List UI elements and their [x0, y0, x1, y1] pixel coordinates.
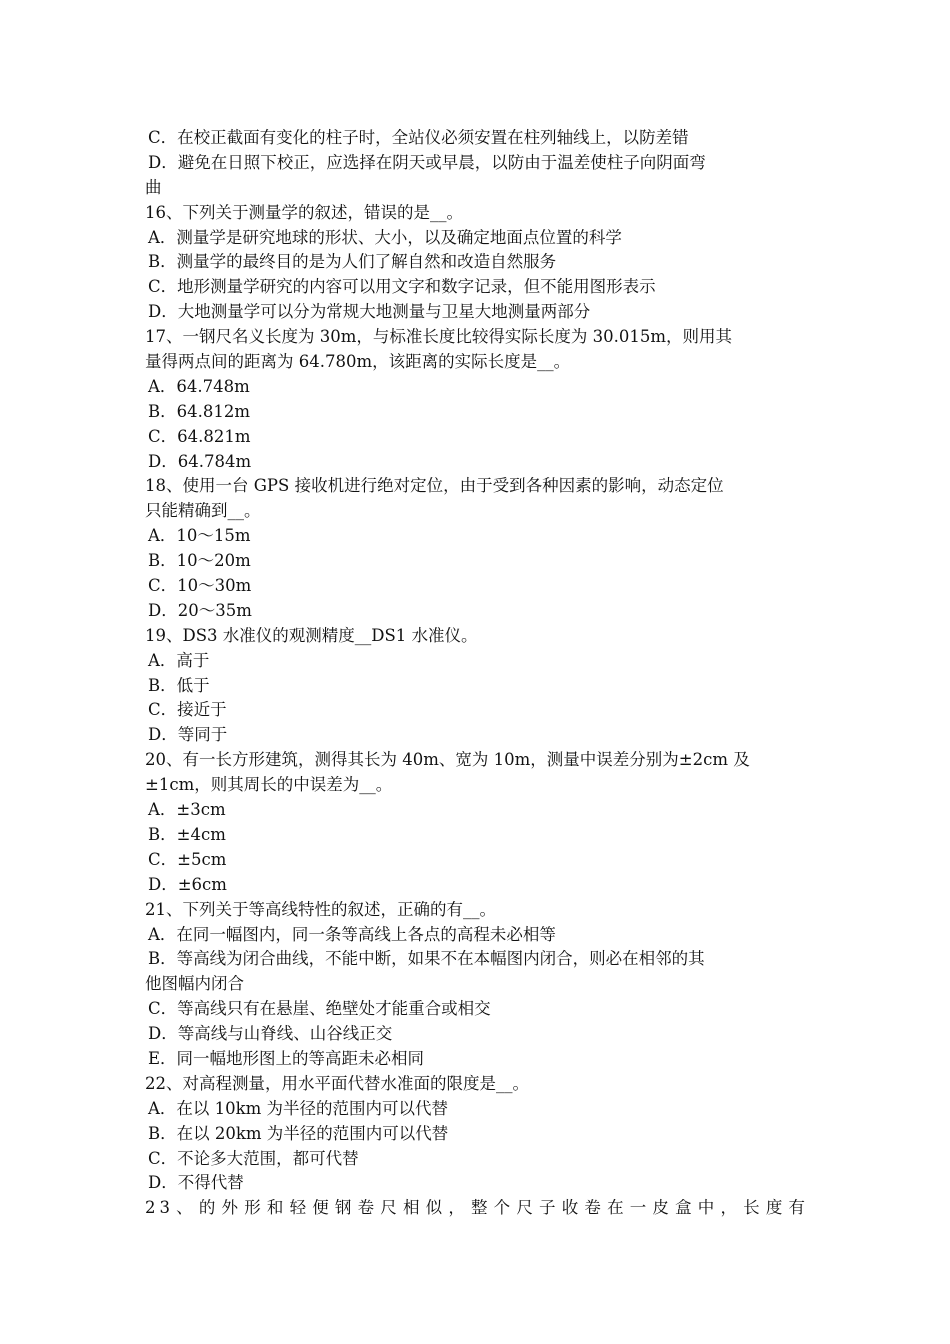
answer-option-line: B．测量学的最终目的是为人们了解自然和改造自然服务 [148, 252, 557, 272]
question-text-line: 18、使用一台 GPS 接收机进行绝对定位，由于受到各种因素的影响，动态定位 [145, 476, 724, 496]
answer-option-line: B．64.812m [148, 401, 251, 421]
answer-option-line: B．低于 [148, 675, 210, 695]
question-text-line: 只能精确到__。 [145, 501, 261, 521]
answer-option-line: D．等同于 [148, 725, 228, 745]
answer-option-line: D．等高线与山脊线、山谷线正交 [148, 1024, 393, 1044]
answer-option-line: D．±6cm [148, 874, 227, 894]
answer-option-line: A．高于 [148, 650, 210, 670]
answer-option-line: C．64.821m [148, 426, 251, 446]
answer-option-line: B．等高线为闭合曲线，不能中断，如果不在本幅图内闭合，则必在相邻的其 [148, 949, 705, 969]
question-text-line: 22、对高程测量，用水平面代替水准面的限度是__。 [145, 1073, 529, 1093]
answer-option-line: A．在以 10km 为半径的范围内可以代替 [148, 1098, 449, 1118]
answer-option-line: D．大地测量学可以分为常规大地测量与卫星大地测量两部分 [148, 302, 591, 322]
question-text-line: 23、的外形和轻便钢卷尺相似，整个尺子收卷在一皮盒中，长度有 [145, 1198, 809, 1218]
answer-option-line: B．在以 20km 为半径的范围内可以代替 [148, 1123, 449, 1143]
question-text-line: 20、有一长方形建筑，测得其长为 40m、宽为 10m，测量中误差分别为±2cm 及 [145, 750, 750, 770]
question-text-line: 19、DS3 水准仪的观测精度__DS1 水准仪。 [145, 625, 478, 645]
answer-option-line: A．10～15m [148, 526, 251, 546]
answer-option-line: D．20～35m [148, 600, 252, 620]
answer-option-line: C．不论多大范围，都可代替 [148, 1148, 359, 1168]
answer-option-line: D．64.784m [148, 451, 252, 471]
answer-option-line: B．10～20m [148, 551, 251, 571]
answer-option-line: D．不得代替 [148, 1173, 244, 1193]
answer-option-line: A．±3cm [148, 800, 226, 820]
answer-option-line: C．10～30m [148, 576, 252, 596]
answer-option-line: C．在校正截面有变化的柱子时，全站仪必须安置在柱列轴线上，以防差错 [148, 128, 689, 147]
answer-option-line: A．64.748m [148, 376, 250, 396]
answer-option-line: C．接近于 [148, 700, 227, 720]
question-text-line: 17、一钢尺名义长度为 30m，与标准长度比较得实际长度为 30.015m，则用其 [145, 327, 733, 347]
answer-option-line: C．±5cm [148, 849, 227, 869]
answer-option-line: C．地形测量学研究的内容可以用文字和数字记录，但不能用图形表示 [148, 277, 656, 297]
answer-option-line: C．等高线只有在悬崖、绝壁处才能重合或相交 [148, 999, 491, 1019]
answer-option-line: A．测量学是研究地球的形状、大小，以及确定地面点位置的科学 [148, 227, 622, 247]
question-text-line: 21、下列关于等高线特性的叙述，正确的有__。 [145, 899, 496, 919]
question-text-line: 他图幅内闭合 [145, 974, 244, 994]
answer-option-line: E．同一幅地形图上的等高距未必相同 [148, 1048, 425, 1068]
question-text-line: 曲 [145, 177, 162, 197]
question-text-line: ±1cm，则其周长的中误差为__。 [145, 775, 393, 795]
answer-option-line: D．避免在日照下校正，应选择在阴天或早晨，以防由于温差使柱子向阴面弯 [148, 152, 706, 172]
answer-option-line: B．±4cm [148, 824, 226, 844]
answer-option-line: A．在同一幅图内，同一条等高线上各点的高程未必相等 [148, 924, 556, 944]
question-text-line: 16、下列关于测量学的叙述，错误的是__。 [145, 202, 463, 222]
document-body [145, 126, 809, 1221]
question-text-line: 量得两点间的距离为 64.780m，该距离的实际长度是__。 [145, 352, 571, 372]
